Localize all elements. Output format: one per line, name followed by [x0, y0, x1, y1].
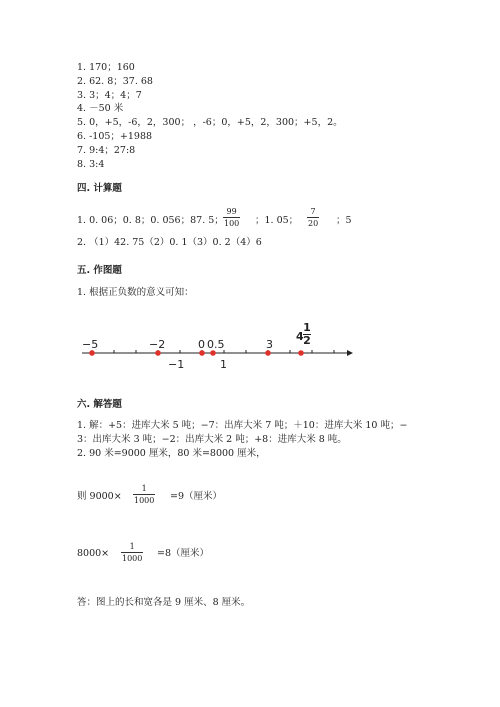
plotted-point — [199, 350, 205, 356]
label-mixed-whole: 4 — [296, 330, 304, 343]
mixed-denominator: 2 — [303, 334, 311, 347]
final-answer: 答：图上的长和宽各是 9 厘米、8 厘米。 — [77, 597, 251, 608]
mixed-numerator: 1 — [303, 321, 311, 334]
fraction-7-over-20 — [307, 207, 319, 228]
label-3: 3 — [266, 338, 273, 351]
label-0-5: 0.5 — [207, 338, 225, 351]
answer-line-4: 4. －50 米 — [77, 103, 124, 114]
fraction-numerator: 1 — [129, 542, 135, 551]
arrow-head-icon — [347, 350, 353, 356]
calc-2-suffix: =8（厘米） — [157, 548, 210, 559]
plotted-point — [89, 350, 95, 356]
fraction-bar — [121, 552, 143, 553]
answer-line-7: 7. 9:4；27:8 — [77, 145, 136, 156]
section-4-q2: 2. （1）42. 75（2）0. 1（3）0. 2（4）6 — [77, 237, 262, 248]
number-line — [77, 320, 357, 375]
plotted-point — [155, 350, 161, 356]
section-6-heading: 六. 解答题 — [77, 399, 122, 410]
section-5-heading: 五. 作图题 — [77, 265, 122, 276]
answer-line-5: 5. 0，+5，-6，2，300； ，-6；0，+5，2，300；+5，2。 — [77, 117, 343, 128]
fraction-denominator: 100 — [224, 219, 240, 228]
fraction-numerator: 99 — [226, 207, 237, 216]
answer-line-2: 2. 62. 8；37. 68 — [77, 76, 153, 87]
section-5-q1: 1. 根据正负数的意义可知： — [77, 287, 194, 298]
fraction-bar — [133, 494, 155, 495]
fraction-denominator: 1000 — [134, 496, 155, 505]
label-minus-2: −2 — [149, 338, 166, 351]
fraction-numerator: 7 — [310, 207, 316, 216]
fraction-denominator: 20 — [308, 219, 319, 228]
calc-2-prefix: 8000× — [77, 548, 110, 559]
label-0: 0 — [198, 338, 205, 351]
fraction-bar — [223, 217, 240, 218]
label-1: 1 — [220, 358, 227, 371]
calc-1-prefix: 则 9000× — [77, 491, 122, 502]
answer-line-1: 1. 170；160 — [77, 62, 135, 73]
fraction-1-over-1000-b — [121, 542, 143, 563]
section-6-q1-line1: 1. 解：+5：进库大米 5 吨；−7：出库大米 7 吨；＋10：进库大米 10 吨；− — [77, 420, 408, 431]
answer-line-3: 3. 3；4；4；7 — [77, 90, 142, 101]
section-4-q1-prefix: 1. 0. 06；0. 8；0. 056；87. 5； — [77, 215, 224, 226]
fraction-numerator: 1 — [141, 484, 147, 493]
plotted-point — [265, 350, 271, 356]
label-minus-5: −5 — [82, 338, 99, 351]
label-minus-1: −1 — [168, 358, 185, 371]
plotted-point — [210, 350, 216, 356]
fraction-bar — [307, 217, 319, 218]
answer-line-6: 6. -105；+1988 — [77, 131, 153, 142]
calc-1-suffix: =9（厘米） — [170, 491, 223, 502]
fraction-1-over-1000-a — [133, 484, 155, 505]
section-6-q1-line2: 3：出库大米 3 吨；−2：出库大米 2 吨；+8：进库大米 8 吨。 — [77, 434, 347, 445]
fraction-99-over-100 — [223, 207, 240, 228]
section-4-q1-suffix: ；5 — [336, 215, 352, 226]
answer-line-8: 8. 3:4 — [77, 159, 105, 170]
section-4-q1-middle: ；1. 05； — [255, 215, 299, 226]
fraction-denominator: 1000 — [122, 554, 143, 563]
section-4-heading: 四. 计算题 — [77, 183, 122, 194]
label-mixed-fraction — [303, 322, 311, 347]
plotted-point — [298, 350, 304, 356]
section-6-q2-line: 2. 90 米=9000 厘米，80 米=8000 厘米， — [77, 448, 266, 459]
